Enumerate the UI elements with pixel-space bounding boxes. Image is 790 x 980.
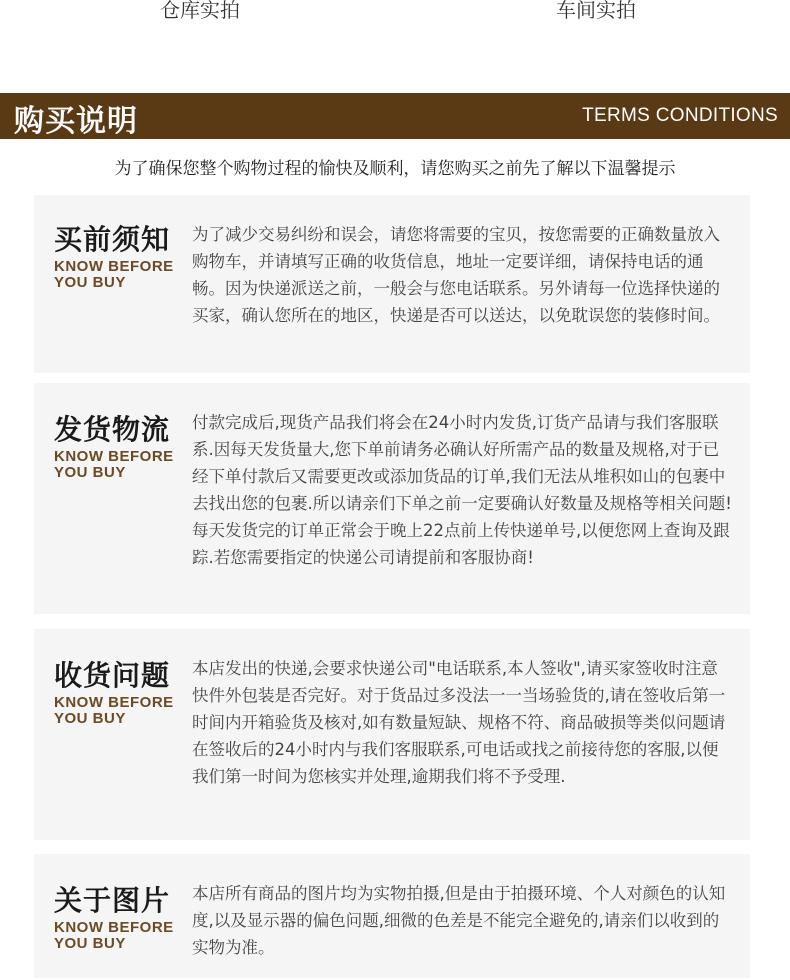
- section-card-about-images: [34, 854, 750, 978]
- section-title: 收货问题: [54, 659, 171, 692]
- banner-title: 购买说明: [14, 104, 138, 139]
- section-body: 本店所有商品的图片均为实物拍摄,但是由于拍摄环境、个人对颜色的认知度,以及显示器的偏色问题,细微的色差是不能完全避免的,请亲们以收到的实物为准。: [192, 884, 726, 957]
- section-en-line2: YOU BUY: [54, 464, 126, 481]
- section-card-know-before-buying: [34, 195, 750, 373]
- section-title: 发货物流: [54, 413, 171, 446]
- section-en-line2: YOU BUY: [54, 935, 126, 952]
- section-en-line2: YOU BUY: [54, 710, 126, 727]
- section-title: 关于图片: [54, 884, 171, 917]
- warehouse-photo-caption: 仓库实拍: [160, 0, 240, 22]
- section-heading: [54, 413, 194, 481]
- top-captions: [0, 0, 790, 24]
- section-heading: [54, 659, 194, 727]
- section-en-line1: KNOW BEFORE: [54, 448, 174, 465]
- workshop-photo-caption: 车间实拍: [556, 0, 636, 22]
- purchase-notes-banner: [0, 93, 790, 139]
- section-en-line1: KNOW BEFORE: [54, 694, 174, 711]
- section-title: 买前须知: [54, 223, 171, 256]
- section-en-line1: KNOW BEFORE: [54, 258, 174, 275]
- section-heading: [54, 223, 194, 291]
- section-en-line1: KNOW BEFORE: [54, 919, 174, 936]
- section-body: 为了减少交易纠纷和误会，请您将需要的宝贝，按您需要的正确数量放入购物车，并请填写正确的收货信息，地址一定要详细，请保持电话的通畅。因为快递派送之前，一般会与您电话联系。另外请每一位选择快递的买家，确认您所在的地区，快递是否可以送达，以免耽误您的装修时间。: [192, 225, 720, 325]
- section-body: 付款完成后,现货产品我们将会在24小时内发货,订货产品请与我们客服联系.因每天发货量大,您下单前请务必确认好所需产品的数量及规格,对于已经下单付款后又需要更改或添加货品的订单,我们无法从堆积如山的包裹中去找出您的包裹.所以请亲们下单之前一定要确认好数量及规格等相关问题!每天发货完的订单正常会于晚上22点前上传快递单号,以便您网上查询及跟踪.若您需要指定的快递公司请提前和客服协商!: [192, 413, 732, 567]
- banner-subtitle: TERMS CONDITIONS: [582, 105, 778, 126]
- section-heading: [54, 884, 194, 952]
- intro-text: 为了确保您整个购物过程的愉快及顺利，请您购买之前先了解以下温馨提示: [114, 159, 676, 179]
- section-body: 本店发出的快递,会要求快递公司"电话联系,本人签收",请买家签收时注意快件外包装是否完好。对于货品过多没法一一当场验货的,请在签收后第一时间内开箱验货及核对,如有数量短缺、规格不符、商品破损等类似问题请在签收后的24小时内与我们客服联系,可电话或找之前接待您的客服,以便我们第一时间为您核实并处理,逾期我们将不予受理.: [192, 659, 726, 786]
- section-card-shipping-logistics: [34, 383, 750, 614]
- section-card-receiving-issues: [34, 629, 750, 840]
- section-en-line2: YOU BUY: [54, 274, 126, 291]
